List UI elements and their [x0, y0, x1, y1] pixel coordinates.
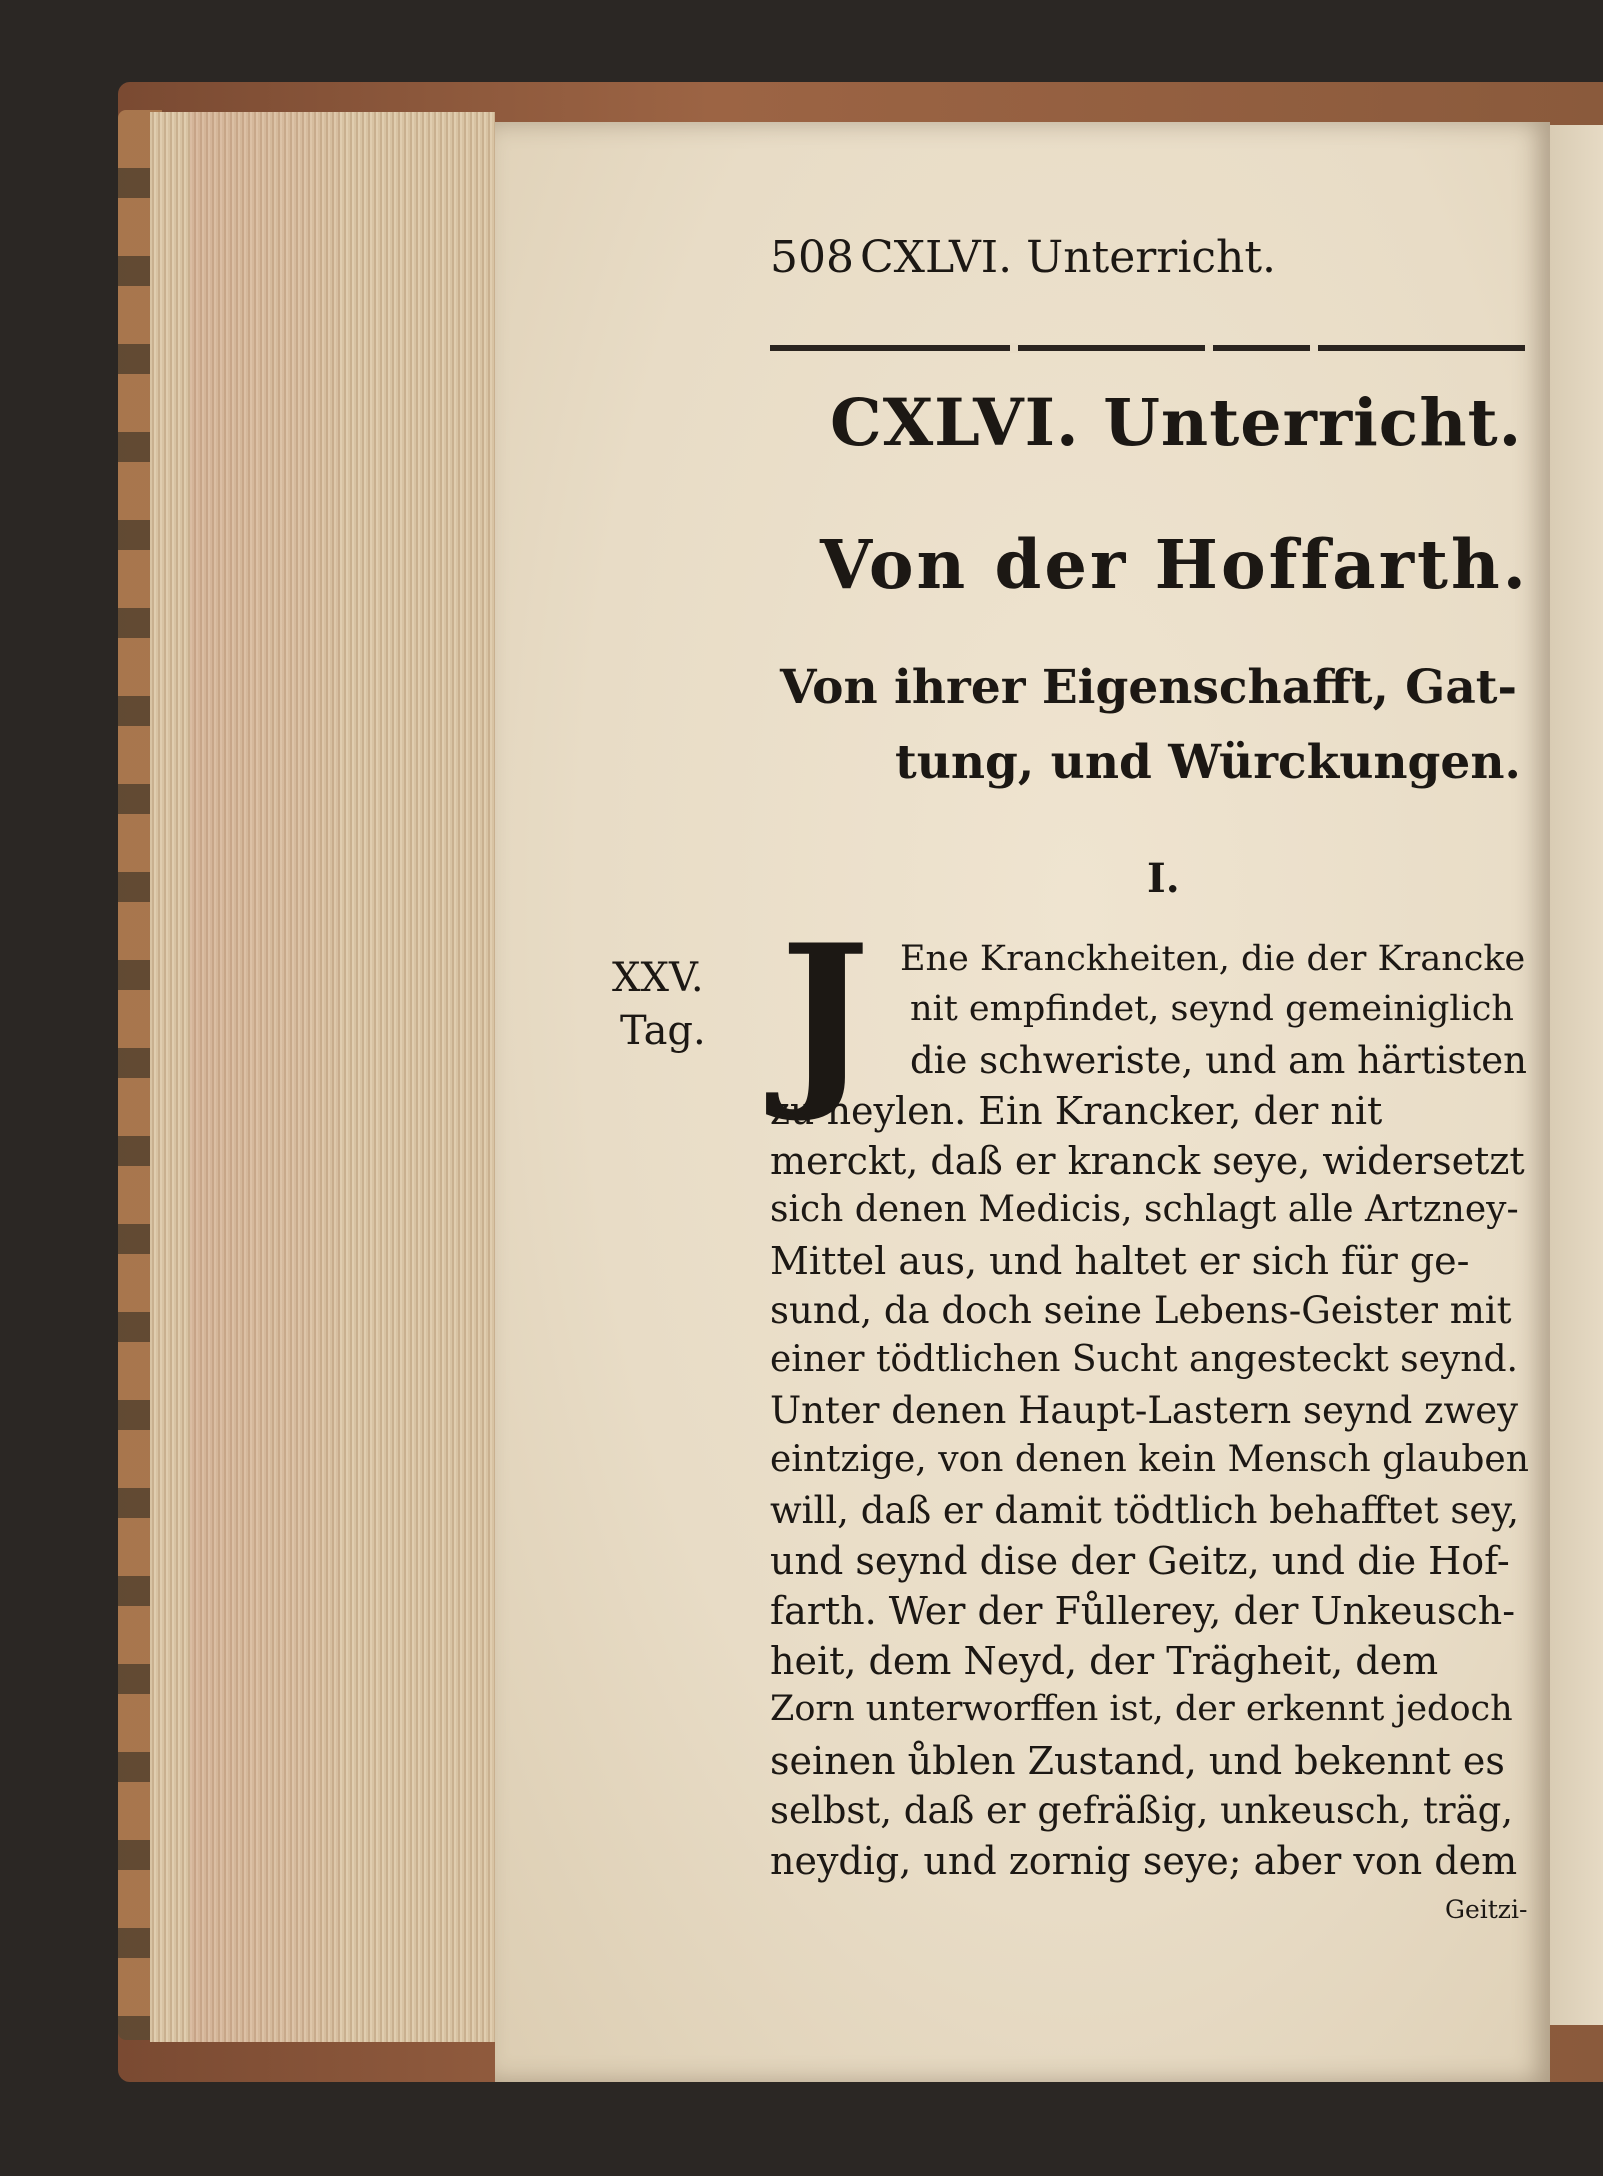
body-line: Mittel aus, und haltet er sich für ge-	[770, 1239, 1470, 1283]
subtitle-line-1: Von ihrer Eigenschafft, Gat-	[780, 660, 1517, 715]
body-line: und seynd dise der Geitz, und die Hof-	[770, 1539, 1510, 1583]
body-line: eintzige, von denen kein Mensch glauben	[770, 1439, 1529, 1480]
body-line: heit, dem Neyd, der Trägheit, dem	[770, 1639, 1439, 1683]
body-line: Unter denen Haupt-Lastern seynd zwey	[770, 1389, 1519, 1432]
page-edges	[150, 112, 495, 2042]
section-number: I.	[1147, 855, 1180, 902]
rule-gap	[1205, 343, 1213, 353]
catchword: Geitzi-	[1445, 1895, 1528, 1924]
body-line: zu heylen. Ein Krancker, der nit	[770, 1089, 1383, 1133]
subject-title: Von der Hoffarth.	[820, 525, 1529, 604]
body-line: seinen ůblen Zustand, und bekennt es	[770, 1739, 1505, 1783]
facing-page-edge	[1550, 125, 1603, 2025]
header-rule	[770, 345, 1525, 351]
running-title: CXLVI. Unterricht.	[860, 232, 1277, 283]
body-line: nit empfindet, seynd gemeiniglich	[910, 989, 1514, 1029]
body-line: Zorn unterworffen ist, der erkennt jedoch	[770, 1689, 1513, 1729]
drop-cap: J	[780, 903, 870, 1126]
body-line: sich denen Medicis, schlagt alle Artzney-	[770, 1189, 1519, 1230]
body-line: will, daß er damit tödtlich behafftet sey,	[770, 1489, 1520, 1532]
margin-note-day-number: XXV.	[612, 955, 704, 1001]
page-number: 508	[770, 232, 854, 283]
body-line: selbst, daß er gefräßig, unkeusch, träg,	[770, 1789, 1514, 1832]
body-line: neydig, und zornig seye; aber von dem	[770, 1839, 1518, 1883]
body-line: sund, da doch seine Lebens-Geister mit	[770, 1289, 1512, 1332]
body-line: farth. Wer der Fůllerey, der Unkeusch-	[770, 1589, 1516, 1633]
rule-gap	[1310, 343, 1318, 353]
body-line: einer tödtlichen Sucht angesteckt seynd.	[770, 1339, 1518, 1380]
chapter-title: CXLVI. Unterricht.	[830, 385, 1523, 461]
body-line: Ene Kranckheiten, die der Krancke	[900, 939, 1526, 979]
body-line: die schweriste, und am härtisten	[910, 1039, 1527, 1082]
rule-gap	[1010, 343, 1018, 353]
body-line: merckt, daß er kranck seye, widersetzt	[770, 1139, 1525, 1183]
subtitle-line-2: tung, und Würckungen.	[895, 735, 1521, 790]
margin-note-day-label: Tag.	[620, 1008, 706, 1054]
